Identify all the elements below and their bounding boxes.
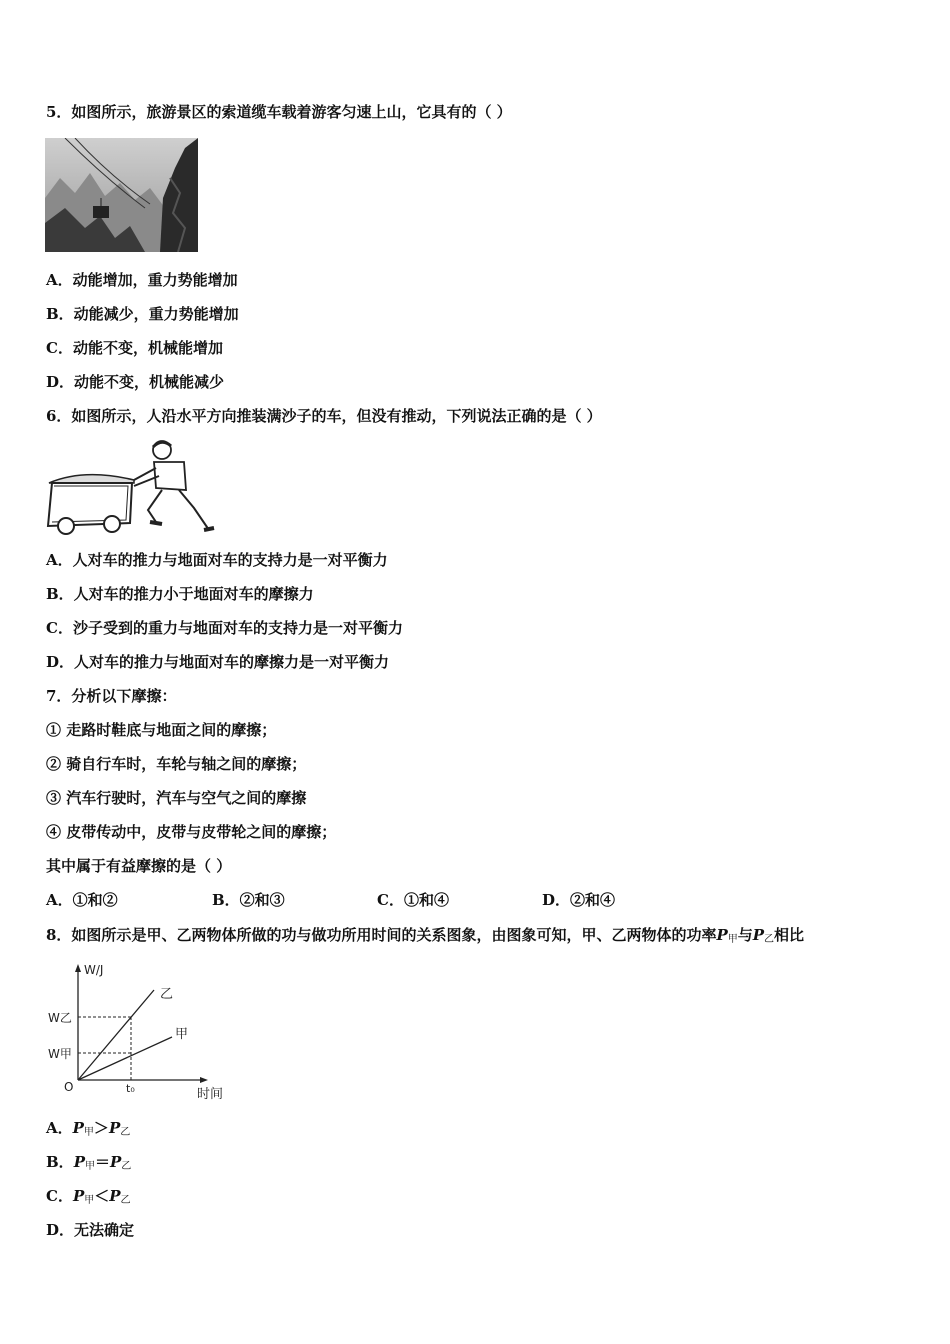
x-axis-arrow-icon <box>200 1077 208 1083</box>
q7-option-a: A．①和② <box>46 891 118 909</box>
work-time-graph <box>44 960 244 1106</box>
t0-label: t₀ <box>126 1082 135 1095</box>
q8-option-c: C．$P_甲<P_乙$ <box>46 1187 131 1206</box>
q8-stem <box>46 925 804 950</box>
w-jia-label: W甲 <box>48 1047 72 1061</box>
q8-option-b: B．$P_甲=P_乙$ <box>46 1153 132 1172</box>
q8-yu: 与 <box>737 926 753 944</box>
push-cart-illustration <box>44 438 216 538</box>
q5-option-c: C．动能不变，机械能增加 <box>46 339 223 357</box>
q6-stem: 6．如图所示，人沿水平方向推装满沙子的车，但没有推动，下列说法正确的是（ ） <box>46 407 602 425</box>
q7-option-c: C．①和④ <box>377 891 449 909</box>
q6-option-b: B．人对车的推力小于地面对车的摩擦力 <box>46 585 314 603</box>
w-yi-label: W乙 <box>48 1011 72 1025</box>
line-yi <box>78 990 154 1080</box>
q5-option-b: B．动能减少，重力势能增加 <box>46 305 239 323</box>
line-jia-label: 甲 <box>175 1027 189 1042</box>
origin-label: O <box>64 1080 74 1094</box>
q7-stem: 7．分析以下摩擦： <box>46 687 177 705</box>
q7-question: 其中属于有益摩擦的是（ ） <box>46 857 232 875</box>
q8-option-a: A．$P_甲>P_乙$ <box>46 1119 131 1138</box>
line-yi-label: 乙 <box>160 987 174 1002</box>
q8-sub-jia: 甲 <box>727 934 738 945</box>
q7-item-3: ③ 汽车行驶时，汽车与空气之间的摩擦 <box>46 789 307 807</box>
q5-option-d: D．动能不变，机械能减少 <box>46 373 225 391</box>
q5-stem: 5．如图所示，旅游景区的索道缆车载着游客匀速上山，它具有的（ ） <box>46 103 512 121</box>
line-jia <box>78 1037 172 1080</box>
cable-car-photo <box>45 138 198 252</box>
q8-sub-yi: 乙 <box>764 934 775 945</box>
q8-p-yi: P <box>752 926 765 944</box>
q7-item-1: ① 走路时鞋底与地面之间的摩擦； <box>46 721 277 739</box>
y-axis-label: W/J <box>84 963 104 977</box>
q6-option-c: C．沙子受到的重力与地面对车的支持力是一对平衡力 <box>46 619 403 637</box>
q7-option-b: B．②和③ <box>212 891 285 909</box>
y-axis-arrow-icon <box>75 964 81 972</box>
q7-item-4: ④ 皮带传动中，皮带与皮带轮之间的摩擦； <box>46 823 337 841</box>
q8-stem-suffix: 相比 <box>774 926 805 944</box>
x-axis-label: 时间 <box>197 1087 224 1102</box>
q8-option-d: D．无法确定 <box>46 1221 135 1239</box>
q8-stem-prefix: 8．如图所示是甲、乙两物体所做的功与做功所用时间的关系图象，由图象可知，甲、乙两物体的功率 <box>46 926 717 944</box>
q6-option-a: A．人对车的推力与地面对车的支持力是一对平衡力 <box>46 551 388 569</box>
q6-option-d: D．人对车的推力与地面对车的摩擦力是一对平衡力 <box>46 653 390 671</box>
q7-item-2: ② 骑自行车时，车轮与轴之间的摩擦； <box>46 755 307 773</box>
q7-option-d: D．②和④ <box>542 891 616 909</box>
q8-p-jia: P <box>716 926 728 944</box>
q5-option-a: A．动能增加，重力势能增加 <box>46 271 238 289</box>
